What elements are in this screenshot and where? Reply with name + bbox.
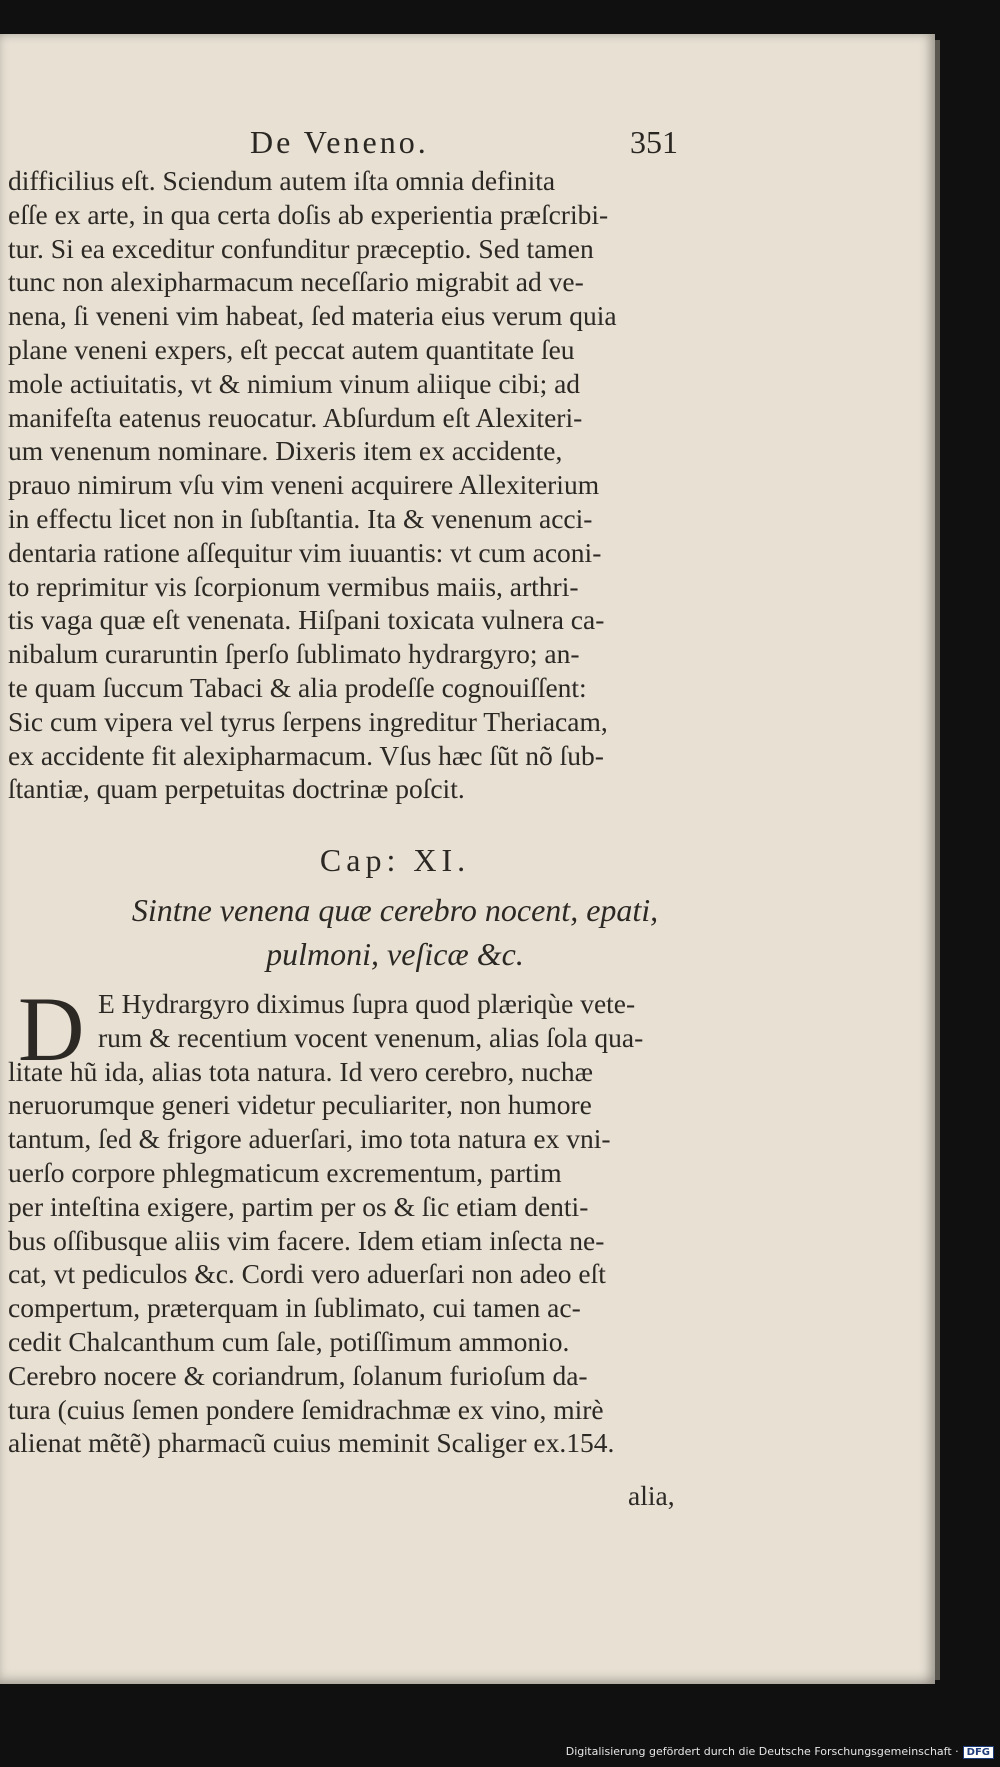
chapter-body-text: [8, 978, 698, 1460]
text-line: nena, ſi veneni vim habeat, ſed materia eius verum quia: [8, 300, 617, 332]
book-page: [0, 34, 935, 1684]
drop-cap-initial: D: [18, 978, 85, 1080]
text-line: bus oſſibusque aliis vim facere. Idem etiam inſecta ne-: [8, 1224, 605, 1256]
text-line: difficilius eſt. Sciendum autem iſta omnia definita: [8, 165, 556, 196]
text-line: manifeſta eatenus reuocatur. Abſurdum eſt Alexiteri-: [8, 401, 583, 433]
text-line: in effectu licet non in ſubſtantia. Ita & venenum acci-: [8, 502, 593, 534]
text-line: cedit Chalcanthum cum ſale, potiſſimum ammonio.: [8, 1325, 570, 1357]
chapter-title-line: Sintne venena quæ cerebro nocent, epati,: [131, 892, 659, 928]
chapter-heading: Cap: XI.: [319, 842, 471, 878]
chapter-title-line: pulmoni, veſicæ &c.: [266, 936, 524, 972]
text-line: to reprimitur vis ſcorpionum vermibus maiis, arthri-: [8, 570, 579, 602]
text-line: tura (cuius ſemen pondere ſemidrachmæ ex vino, mirè: [8, 1393, 604, 1425]
catchword: alia,: [628, 1480, 675, 1511]
text-line: um venenum nominare. Dixeris item ex accidente,: [8, 435, 563, 467]
body-text: [8, 164, 698, 806]
text-line: plane veneni expers, eſt peccat autem quantitate ſeu: [8, 333, 575, 365]
text-line: te quam ſuccum Tabaci & alia prodeſſe cognouiſſent:: [8, 671, 587, 703]
running-head: De Veneno.: [250, 124, 429, 160]
text-line: tunc non alexipharmacum neceſſario migrabit ad ve-: [8, 266, 584, 298]
text-line: prauo nimirum vſu vim veneni acquirere Allexiterium: [8, 469, 600, 501]
text-line: dentaria ratione aſſequitur vim iuuantis: vt cum aconi-: [8, 536, 602, 568]
text-line: tur. Si ea exceditur confunditur præceptio. Sed tamen: [8, 232, 594, 264]
text-line: mole actiuitatis, vt & nimium vinum aliique cibi; ad: [8, 367, 581, 399]
text-line: alienat mẽtẽ) pharmacũ cuius meminit Scaliger ex.154.: [8, 1427, 615, 1459]
text-line: E Hydrargyro diximus ſupra quod plæriqùe vete-: [98, 988, 636, 1019]
text-line: litate hũ ida, alias tota natura. Id vero cerebro, nuchæ: [8, 1055, 593, 1087]
text-line: nibalum curaruntin ſperſo ſublimato hydrargyro; an-: [8, 638, 580, 670]
text-line: ex accidente fit alexipharmacum. Vſus hæc ſũt nõ ſub-: [8, 739, 604, 771]
text-line: compertum, præterquam in ſublimato, cui tamen ac-: [8, 1292, 581, 1324]
text-line: per inteſtina exigere, partim per os & ſic etiam denti-: [8, 1190, 589, 1222]
text-line: rum & recentium vocent venenum, alias ſola qua-: [98, 1021, 644, 1053]
text-line: tantum, ſed & frigore aduerſari, imo tota natura ex vni-: [8, 1123, 611, 1155]
text-line: eſſe ex arte, in qua certa doſis ab experientia præſcribi-: [8, 198, 609, 230]
dfg-logo: DFG: [963, 1746, 994, 1759]
text-line: Cerebro nocere & coriandrum, ſolanum furioſum da-: [8, 1359, 588, 1391]
text-line: Sic cum vipera vel tyrus ſerpens ingreditur Theriacam,: [8, 705, 608, 737]
text-line: neruorumque generi videtur peculiariter, non humore: [8, 1089, 592, 1121]
text-line: tis vaga quæ eſt venenata. Hiſpani toxicata vulnera ca-: [8, 604, 605, 636]
text-line: uerſo corpore phlegmaticum excrementum, partim: [8, 1156, 562, 1188]
page-edge: [935, 40, 940, 1680]
digitization-credit: [566, 1745, 994, 1759]
text-line: ſtantiæ, quam perpetuitas doctrinæ poſcit.: [8, 773, 465, 805]
page-number: 351: [630, 124, 678, 160]
text-line: cat, vt pediculos &c. Cordi vero aduerſari non adeo eſt: [8, 1258, 606, 1290]
credit-text: Digitalisierung gefördert durch die Deutsche Forschungsgemeinschaft ·: [565, 1745, 959, 1758]
